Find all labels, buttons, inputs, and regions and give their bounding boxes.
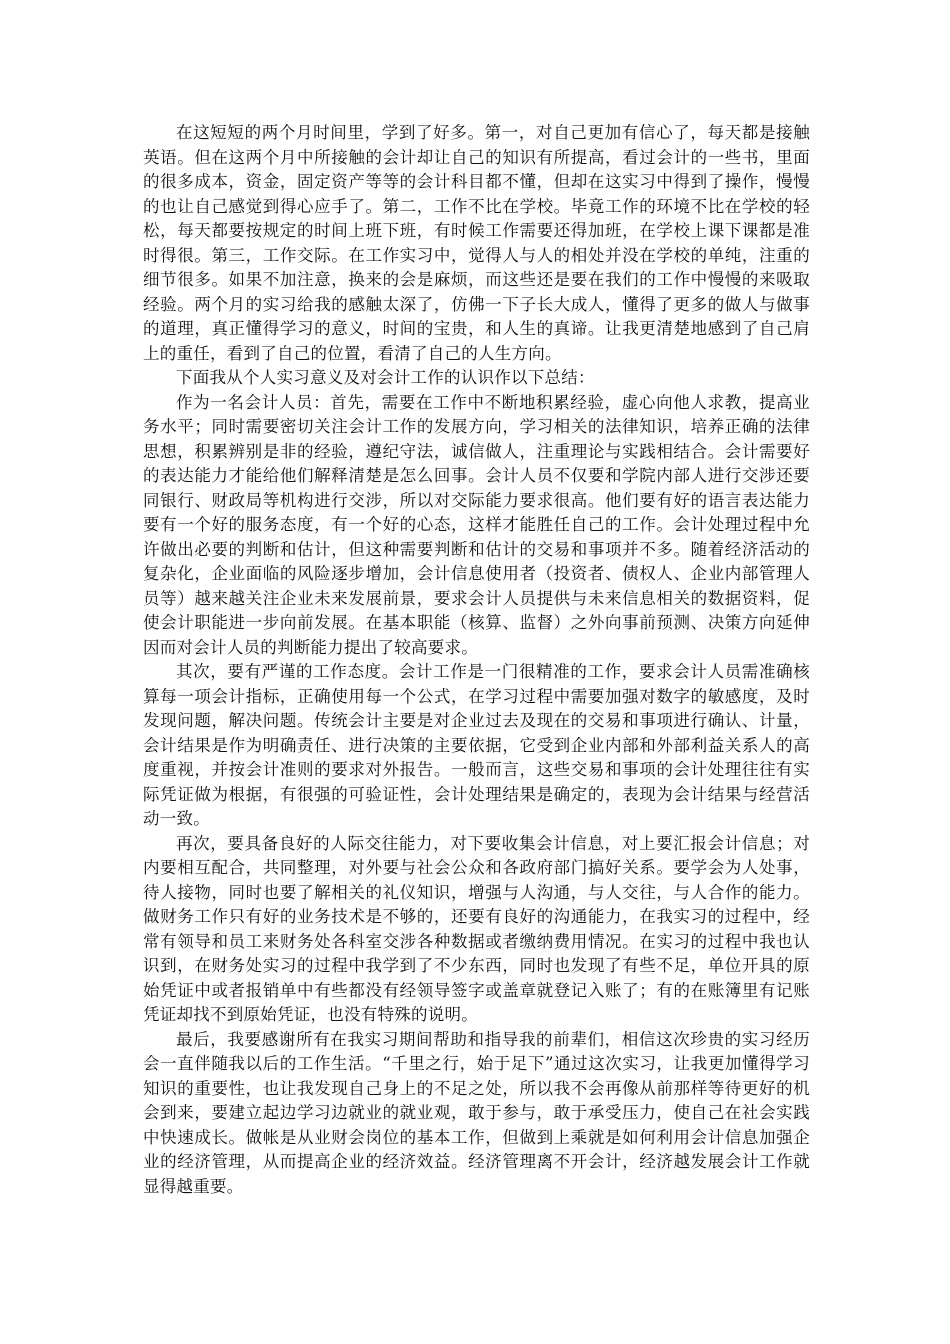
paragraph-reflection: 在这短短的两个月时间里，学到了好多。第一，对自己更加有信心了，每天都是接触英语。但在这两个月中所接触的会计却让自己的知识有所提高，看过会计的一些书，里面的很多成本，资金，固定资产等等的会计科目都不懂，但却在这实习中得到了操作，慢慢的也让自己感觉到得心应手了。第二，工作不比在学校。毕竟工作的环境不比在学校的轻松，每天都要按规定的时间上班下班，有时候工作需要还得加班，在学校上课下课都是准时得很。第三，工作交际。在工作实习中，觉得人与人的相处并没在学校的单纯，注重的细节很多。如果不加注意，换来的会是麻烦，而这些还是要在我们的工作中慢慢的来吸取经验。两个月的实习给我的感触太深了，仿佛一下子长大成人，懂得了更多的做人与做事的道理，真正懂得学习的意义，时间的宝贵，和人生的真谛。让我更清楚地感到了自己肩上的重任，看到了自己的位置，看清了自己的人生方向。 [143,123,810,363]
paragraph-first-point: 作为一名会计人员：首先，需要在工作中不断地积累经验，虚心向他人求教，提高业务水平；同时需要密切关注会计工作的发展方向，学习相关的法律知识，培养正确的法律思想，积累辨别是非的经验，遵纪守法，诚信做人，注重理论与实践相结合。会计需要好的表达能力才能给他们解释清楚是怎么回事。会计人员不仅要和学院内部人进行交涉还要同银行、财政局等机构进行交涉，所以对交际能力要求很高。他们要有好的语言表达能力要有一个好的服务态度，有一个好的心态，这样才能胜任自己的工作。会计处理过程中允许做出必要的判断和估计，但这种需要判断和估计的交易和事项并不多。随着经济活动的复杂化，企业面临的风险逐步增加，会计信息使用者（投资者、债权人、企业内部管理人员等）越来越关注企业未来发展前景，要求会计人员提供与未来信息相关的数据资料，促使会计职能进一步向前发展。在基本职能（核算、监督）之外向事前预测、决策方向延伸因而对会计人员的判断能力提出了较高要求。 [143,392,810,657]
paragraph-summary-intro: 下面我从个人实习意义及对会计工作的认识作以下总结： [176,368,595,387]
paragraph-second-point: 其次，要有严谨的工作态度。会计工作是一门很精准的工作，要求会计人员需准确核算每一项会计指标，正确使用每一个公式，在学习过程中需要加强对数字的敏感度，及时发现问题，解决问题。传统会计主要是对企业过去及现在的交易和事项进行确认、计量，会计结果是作为明确责任、进行决策的主要依据，它受到企业内部和外部利益关系人的高度重视，并按会计准则的要求对外报告。一般而言，这些交易和事项的会计处理往往有实际凭证做为根据，有很强的可验证性，会计处理结果是确定的，表现为会计结果与经营活动一致。 [143,662,810,828]
document-body [143,121,810,1199]
paragraph-conclusion: 最后，我要感谢所有在我实习期间帮助和指导我的前辈们，相信这次珍贵的实习经历会一直伴随我以后的工作生活。“千里之行，始于足下”通过这次实习，让我更加懂得学习知识的重要性，也让我发现自己身上的不足之处，所以我不会再像从前那样等待更好的机会到来，要建立起边学习边就业的就业观，敢于参与，敢于承受压力，使自己在社会实践中快速成长。做帐是从业财会岗位的基本工作，但做到上乘就是如何利用会计信息加强企业的经济管理，从而提高企业的经济效益。经济管理离不开会计，经济越发展会计工作就显得越重要。 [143,1029,810,1196]
paragraph-third-point: 再次，要具备良好的人际交往能力，对下要收集会计信息，对上要汇报会计信息；对内要相互配合，共同整理，对外要与社会公众和各政府部门搞好关系。要学会为人处事，待人接物，同时也要了解相关的礼仪知识，增强与人沟通，与人交往，与人合作的能力。做财务工作只有好的业务技术是不够的，还要有良好的沟通能力，在我实习的过程中，经常有领导和员工来财务处各科室交涉各种数据或者缴纳费用情况。在实习的过程中我也认识到，在财务处实习的过程中我学到了不少东西，同时也发现了有些不足，单位开具的原始凭证中或者报销单中有些都没有经领导签字或盖章就登记入账了；有的在账簿里有记账凭证却找不到原始凭证，也没有特殊的说明。 [143,833,810,1024]
